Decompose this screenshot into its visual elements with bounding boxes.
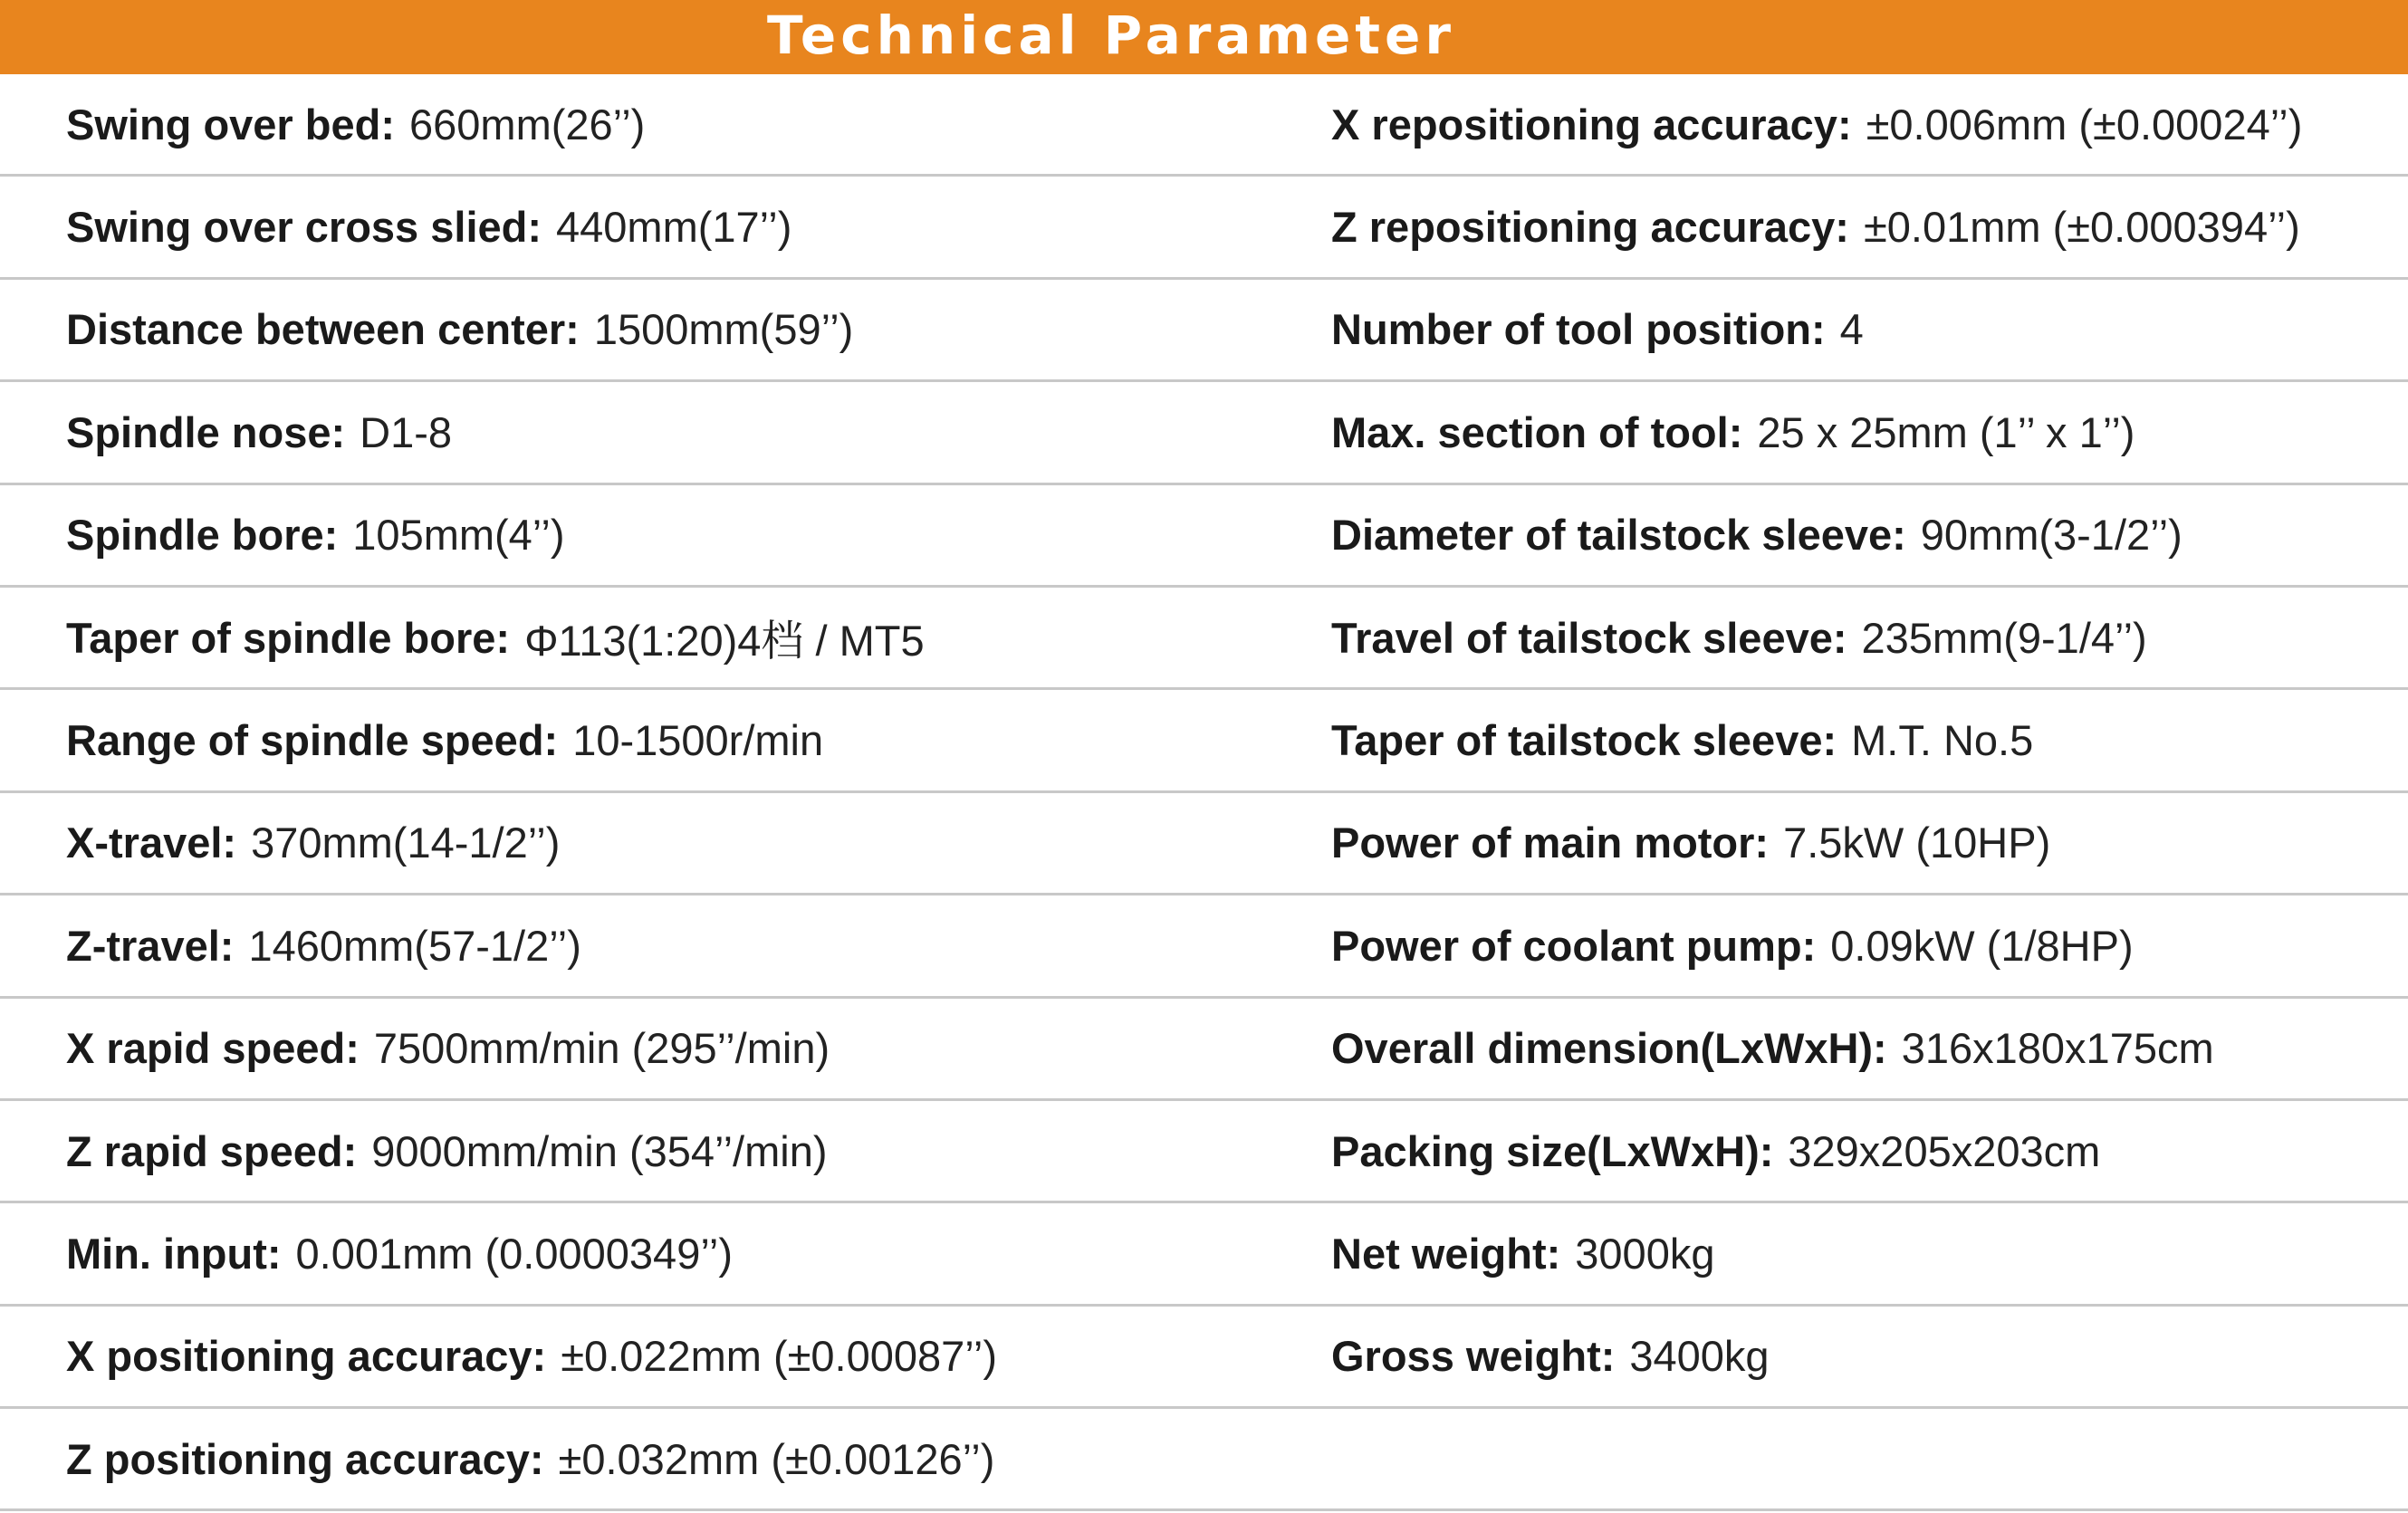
parameter-cell-right [1331, 177, 2300, 276]
parameter-value: ±0.01mm (±0.000394’’) [1863, 203, 2300, 252]
parameter-cell-left [66, 690, 823, 790]
parameter-label: Z-travel: [66, 921, 235, 970]
parameter-value: ±0.032mm (±0.00126’’) [558, 1434, 995, 1483]
table-row [0, 1101, 2408, 1203]
header-bar [0, 0, 2408, 74]
parameter-value: 316x180x175cm [1901, 1024, 2214, 1073]
table-row [0, 382, 2408, 484]
table-row [0, 999, 2408, 1101]
parameter-label: Range of spindle speed: [66, 716, 559, 765]
parameter-cell-left [66, 280, 853, 379]
parameter-cell-left [66, 1203, 733, 1303]
table-row [0, 793, 2408, 895]
parameter-cell-left [66, 793, 560, 893]
parameter-label: Swing over bed: [66, 100, 395, 148]
parameter-cell-right [1331, 382, 2135, 482]
table-row [0, 485, 2408, 588]
parameter-value: ±0.022mm (±0.00087’’) [561, 1332, 997, 1381]
parameter-label: Packing size(LxWxH): [1331, 1126, 1774, 1175]
parameter-cell-right [1331, 280, 1864, 379]
parameter-cell-right [1331, 793, 2050, 893]
parameter-label: X repositioning accuracy: [1331, 100, 1852, 148]
parameter-value: 329x205x203cm [1788, 1126, 2101, 1175]
parameter-cell-right [1331, 485, 2183, 585]
parameter-value: 1500mm(59’’) [593, 305, 854, 354]
parameter-label: Z positioning accuracy: [66, 1434, 544, 1483]
parameter-cell-left [66, 588, 925, 687]
parameter-value: 660mm(26’’) [409, 100, 646, 148]
parameter-cell-left [66, 1101, 828, 1201]
parameter-label: Taper of spindle bore: [66, 613, 511, 662]
parameter-value: Φ113(1:20)4档 / MT5 [524, 616, 925, 665]
parameter-value: 3000kg [1575, 1229, 1715, 1278]
parameter-label: Number of tool position: [1331, 305, 1826, 354]
parameter-label: Overall dimension(LxWxH): [1331, 1024, 1887, 1073]
table-row [0, 690, 2408, 792]
parameter-cell-left [66, 895, 581, 995]
parameter-label: Net weight: [1331, 1229, 1561, 1278]
table-row [0, 1307, 2408, 1409]
parameter-cell-left [66, 382, 452, 482]
parameter-cell-left [66, 177, 791, 276]
parameter-value: 7500mm/min (295’’/min) [373, 1024, 830, 1073]
parameter-label: Distance between center: [66, 305, 580, 354]
parameter-value: 90mm(3-1/2’’) [1920, 511, 2183, 560]
page-title: Technical Parameter [767, 5, 1455, 66]
parameter-cell-right [1331, 74, 2302, 174]
parameter-label: Taper of tailstock sleeve: [1331, 716, 1837, 765]
parameter-value: D1-8 [360, 407, 453, 456]
parameter-cell-right [1331, 999, 2214, 1098]
parameter-label: X positioning accuracy: [66, 1332, 547, 1381]
parameter-value: 9000mm/min (354’’/min) [371, 1126, 828, 1175]
parameter-label: Spindle nose: [66, 407, 346, 456]
parameter-table [0, 74, 2408, 1511]
parameter-label: Power of main motor: [1331, 819, 1770, 867]
parameter-label: Z rapid speed: [66, 1126, 358, 1175]
parameter-value: 3400kg [1629, 1332, 1770, 1381]
table-row [0, 280, 2408, 382]
parameter-label: X-travel: [66, 819, 237, 867]
parameter-label: Power of coolant pump: [1331, 921, 1817, 970]
parameter-value: 7.5kW (10HP) [1783, 819, 2051, 867]
parameter-label: Swing over cross slied: [66, 203, 542, 252]
parameter-cell-left [66, 1409, 994, 1508]
parameter-value: 370mm(14-1/2’’) [251, 819, 561, 867]
table-row [0, 895, 2408, 998]
parameter-cell-right [1331, 895, 2134, 995]
parameter-value: 235mm(9-1/4’’) [1861, 613, 2147, 662]
parameter-value: 0.09kW (1/8HP) [1830, 921, 2134, 970]
parameter-value: ±0.006mm (±0.00024’’) [1866, 100, 2303, 148]
parameter-cell-left [66, 1307, 997, 1406]
parameter-value: 10-1500r/min [572, 716, 824, 765]
parameter-cell-left [66, 485, 565, 585]
parameter-cell-right [1331, 588, 2147, 687]
parameter-cell-left [66, 999, 830, 1098]
parameter-cell-right [1331, 1101, 2100, 1201]
parameter-label: Max. section of tool: [1331, 407, 1743, 456]
parameter-label: Min. input: [66, 1229, 282, 1278]
parameter-value: 440mm(17’’) [556, 203, 792, 252]
parameter-cell-left [66, 74, 645, 174]
parameter-cell-right [1331, 1203, 1714, 1303]
parameter-label: Spindle bore: [66, 511, 339, 560]
parameter-cell-right [1331, 690, 2033, 790]
parameter-label: Gross weight: [1331, 1332, 1616, 1381]
parameter-label: Diameter of tailstock sleeve: [1331, 511, 1906, 560]
parameter-value: 4 [1839, 305, 1864, 354]
parameter-cell-right [1331, 1307, 1770, 1406]
parameter-value: 0.001mm (0.0000349’’) [295, 1229, 734, 1278]
parameter-label: Travel of tailstock sleeve: [1331, 613, 1847, 662]
parameter-value: M.T. No.5 [1851, 716, 2034, 765]
table-row [0, 74, 2408, 177]
table-row [0, 588, 2408, 690]
parameter-value: 25 x 25mm (1’’ x 1’’) [1757, 407, 2135, 456]
parameter-value: 1460mm(57-1/2’’) [248, 921, 581, 970]
table-row [0, 1203, 2408, 1306]
table-row [0, 177, 2408, 279]
parameter-value: 105mm(4’’) [352, 511, 565, 560]
parameter-label: Z repositioning accuracy: [1331, 203, 1849, 252]
table-row [0, 1409, 2408, 1511]
parameter-label: X rapid speed: [66, 1024, 360, 1073]
